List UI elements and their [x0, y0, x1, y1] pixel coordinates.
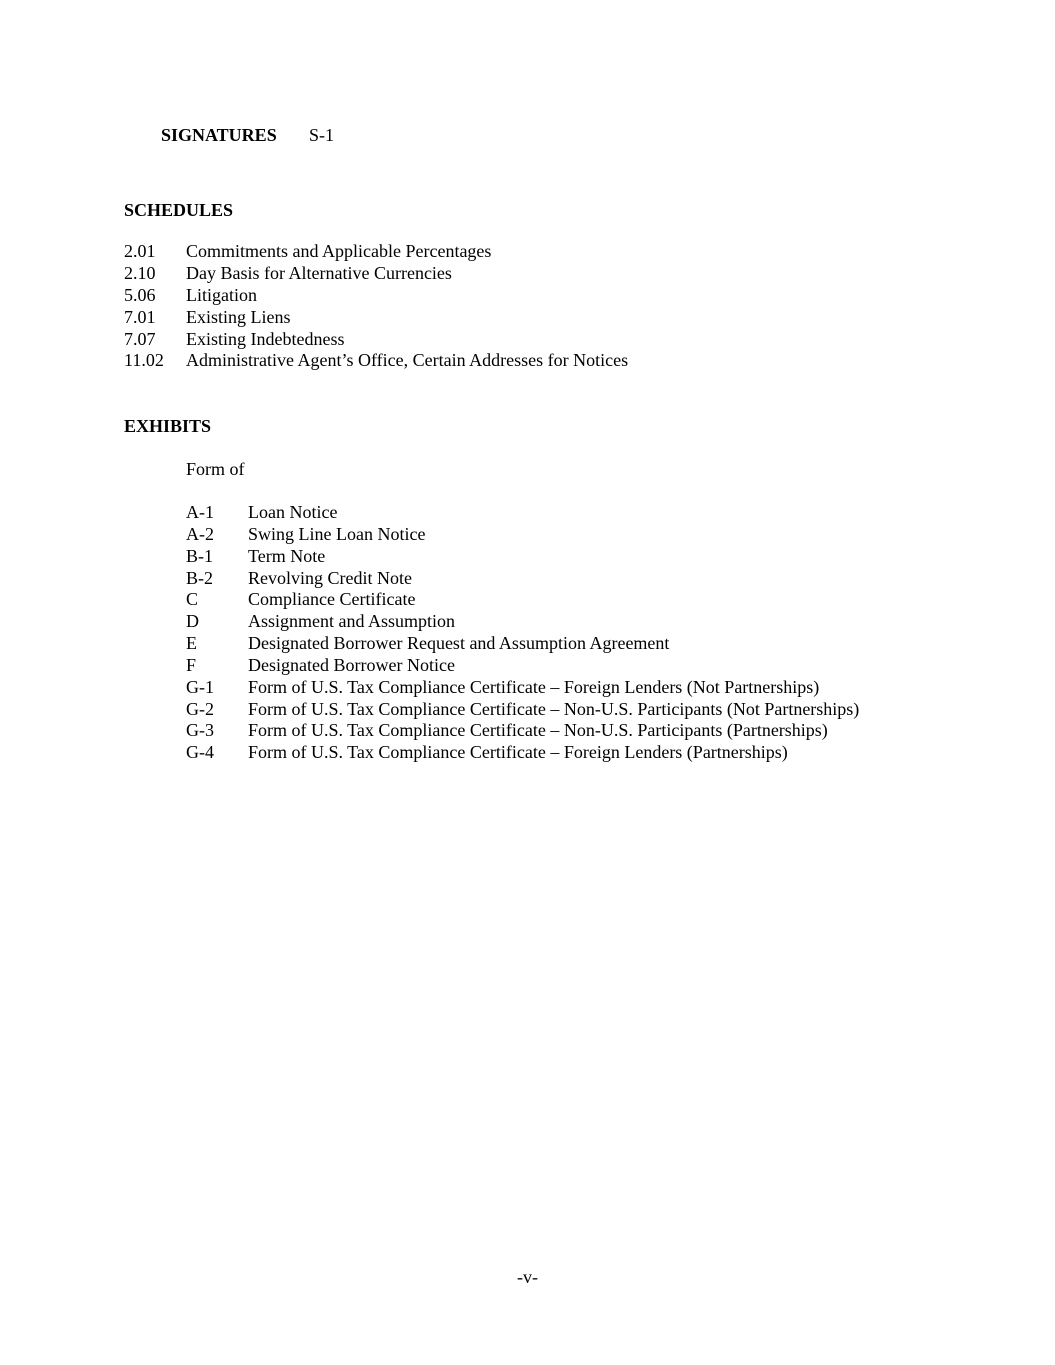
signatures-page-ref: S-1: [309, 125, 335, 145]
schedule-item: [124, 329, 628, 351]
exhibit-title: Loan Notice: [248, 502, 338, 522]
schedule-item: [124, 263, 628, 285]
exhibit-code: D: [186, 611, 199, 632]
exhibit-item: [186, 655, 859, 677]
exhibit-title: Form of U.S. Tax Compliance Certificate – Foreign Lenders (Not Partnerships): [248, 676, 820, 697]
exhibit-code: F: [186, 654, 197, 675]
exhibit-code: G-2: [186, 698, 214, 719]
exhibit-item: [186, 742, 859, 764]
schedule-number: 7.07: [124, 328, 156, 349]
exhibit-title: Swing Line Loan Notice: [248, 523, 426, 544]
signatures-entry: [161, 124, 334, 146]
schedule-title: Administrative Agent’s Office, Certain Addresses for Notices: [186, 350, 629, 371]
exhibit-item: [186, 524, 859, 546]
schedule-item: [124, 307, 628, 329]
exhibit-code: B-1: [186, 545, 213, 566]
exhibits-heading: EXHIBITS: [124, 416, 212, 436]
exhibits-list: [186, 502, 859, 764]
signatures-label: SIGNATURES: [161, 125, 277, 145]
exhibit-title: Revolving Credit Note: [248, 567, 412, 588]
schedule-number: 2.01: [124, 241, 156, 261]
exhibit-item: [186, 502, 859, 524]
exhibit-title: Form of U.S. Tax Compliance Certificate – Non-U.S. Participants (Partnerships): [248, 720, 828, 741]
schedule-number: 7.01: [124, 306, 156, 327]
exhibit-code: G-1: [186, 676, 214, 697]
exhibit-title: Form of U.S. Tax Compliance Certificate – Foreign Lenders (Partnerships): [248, 742, 788, 763]
exhibit-item: [186, 699, 859, 721]
exhibit-item: [186, 677, 859, 699]
exhibit-code: C: [186, 589, 199, 610]
exhibit-title: Form of U.S. Tax Compliance Certificate – Non-U.S. Participants (Not Partnerships): [248, 698, 860, 719]
schedule-title: Commitments and Applicable Percentages: [186, 241, 492, 261]
exhibit-title: Term Note: [248, 545, 326, 566]
schedule-item: [124, 241, 628, 263]
exhibit-title: Designated Borrower Notice: [248, 654, 455, 675]
page-number: -v-: [517, 1267, 538, 1287]
exhibit-item: [186, 568, 859, 590]
exhibit-item: [186, 633, 859, 655]
exhibit-item: [186, 611, 859, 633]
schedule-number: 11.02: [124, 350, 164, 371]
exhibit-code: A-1: [186, 502, 214, 522]
exhibit-code: A-2: [186, 523, 214, 544]
exhibit-code: B-2: [186, 567, 213, 588]
schedule-number: 5.06: [124, 284, 156, 305]
exhibit-item: [186, 720, 859, 742]
schedule-title: Litigation: [186, 284, 257, 305]
exhibit-title: Assignment and Assumption: [248, 611, 456, 632]
schedule-title: Day Basis for Alternative Currencies: [186, 262, 452, 283]
schedule-title: Existing Liens: [186, 306, 291, 327]
exhibits-intro: Form of: [186, 459, 245, 479]
exhibit-item: [186, 546, 859, 568]
schedule-number: 2.10: [124, 262, 156, 283]
schedule-item: [124, 285, 628, 307]
exhibit-item: [186, 589, 859, 611]
exhibit-title: Compliance Certificate: [248, 589, 416, 610]
schedules-heading: SCHEDULES: [124, 200, 234, 220]
exhibit-code: E: [186, 633, 197, 654]
exhibit-code: G-3: [186, 720, 214, 741]
schedule-item: [124, 350, 628, 372]
schedule-title: Existing Indebtedness: [186, 328, 345, 349]
schedules-list: [124, 241, 628, 372]
exhibit-code: G-4: [186, 742, 214, 763]
exhibit-title: Designated Borrower Request and Assumption Agreement: [248, 633, 670, 654]
